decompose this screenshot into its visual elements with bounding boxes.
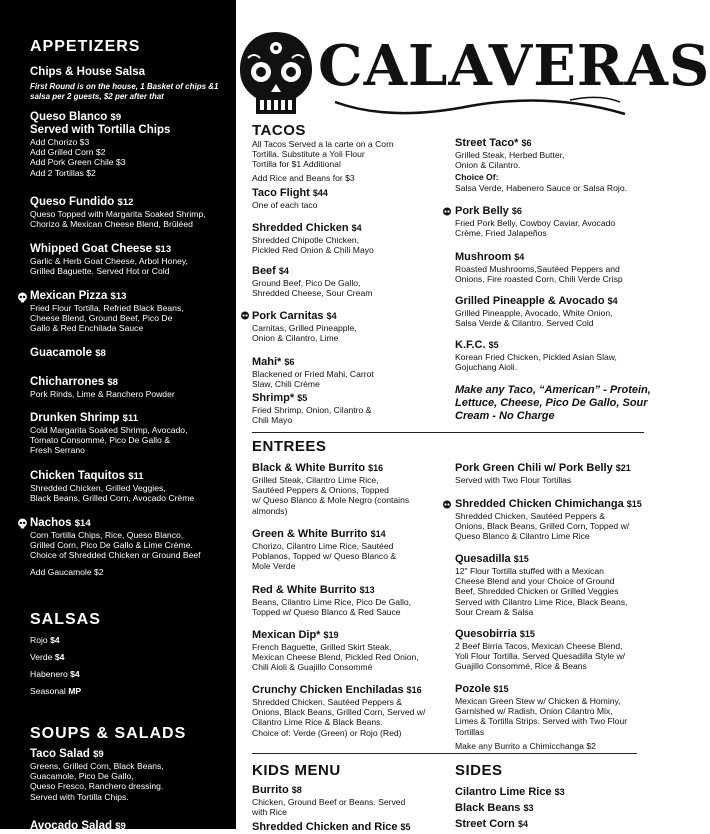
item-desc: Queso Fresco, Ranchero dressing. [30, 781, 164, 792]
menu-item-shrimp-taco [252, 392, 447, 425]
menu-item-green-chili [455, 462, 660, 485]
item-desc: Sautéed Peppers & Onions, Topped [252, 485, 389, 496]
item-desc: Served with Cilantro Lime Rice, Black Beans, [455, 596, 628, 607]
item-price: $3 [554, 787, 565, 797]
item-note: First Round is on the house, 1 Basket of chips &1 salsa per 2 guests, $2 per after that [30, 82, 219, 101]
item-price: $9 [110, 112, 122, 123]
item-price: $19 [323, 630, 339, 640]
menu-item-avocado-salad [30, 820, 230, 833]
item-name: Cilantro Lime Rice [455, 786, 552, 798]
tacos-intro [252, 139, 447, 183]
item-name: Crunchy Chicken Enchiladas [252, 684, 404, 696]
menu-item-chimichanga [455, 498, 660, 542]
item-desc: Topped w/ Queso Blanco & Red Sauce [252, 607, 401, 618]
item-desc: Pork Rinds, Lime & Ranchero Powder [30, 389, 175, 399]
item-name: K.F.C. [455, 339, 486, 351]
menu-item-chips [30, 66, 230, 101]
sides-list [455, 784, 655, 832]
item-desc: Grilled Pineapple, Avocado, White Onion, [455, 308, 613, 318]
item-desc: Grilled Corn, Pico De Gallo & Lime Crème. [30, 540, 193, 551]
item-price: $15 [519, 629, 535, 639]
item-desc: Guacamole, Pico De Gallo, [30, 771, 134, 782]
item-name: Burrito [252, 784, 289, 796]
menu-item-shredded-chicken-taco [252, 222, 447, 255]
menu-item-gw-burrito [252, 528, 452, 572]
item-price: $14 [370, 529, 386, 539]
item-price: $15 [493, 684, 509, 694]
item-name: Chicharrones [30, 376, 105, 388]
menu-item-enchiladas [252, 684, 452, 738]
menu-item-pineapple-avocado [455, 295, 655, 328]
item-price: $4 [326, 311, 337, 321]
salsa-price: $4 [50, 635, 60, 645]
kids-title: KIDS MENU [252, 762, 341, 779]
menu-item-kfc [455, 339, 655, 372]
side-item [455, 784, 655, 800]
menu-item-quesobirria [455, 628, 660, 672]
item-desc: Garlic & Herb Goat Cheese, Arbol Honey, [30, 256, 188, 266]
item-price: $5 [297, 393, 308, 403]
item-desc: Limes & Tortilla Strips. Served with Two Flour [455, 716, 628, 727]
item-desc: Guajillo Consommé, Rice & Beans [455, 661, 587, 672]
item-desc: Garnished w/ Radish, Onion Cilantro Mix, [455, 706, 613, 717]
item-name: Nachos [30, 517, 72, 529]
item-desc: Add Chorizo $3 [30, 137, 90, 147]
item-desc: Chili Mayo [252, 415, 293, 426]
item-desc: Blackened or Fried Mahi, Carrot [252, 369, 374, 379]
item-name: Chips & House Salsa [30, 66, 146, 78]
item-desc: Poblanos, Topped w/ Queso Blanco & [252, 551, 397, 562]
item-price: $8 [95, 348, 106, 359]
item-desc: Ground Beef, Pico De Gallo, [252, 278, 361, 288]
item-desc: Yoli Flour Tortilla. Served Quesadilla Style w/ [455, 651, 626, 662]
item-desc: Tomato Consommé, Pico De Gallo & [30, 435, 170, 446]
item-desc: Mole Verde [252, 561, 296, 572]
soups-title: SOUPS & SALADS [30, 725, 187, 742]
item-desc: Crème, Fried Jalapeños [455, 228, 547, 239]
item-desc: Greens, Grilled Corn, Black Beans, [30, 761, 164, 771]
item-name: Chicken Taquitos [30, 470, 125, 482]
item-price: $15 [626, 499, 642, 509]
entrees-title: ENTREES [252, 438, 327, 455]
item-price: $6 [511, 206, 522, 216]
item-price: $9 [93, 749, 104, 760]
menu-item-bw-burrito [252, 462, 452, 516]
item-price: $4 [278, 266, 289, 276]
menu-item-guacamole [30, 347, 230, 360]
item-name: Red & White Burrito [252, 584, 357, 596]
item-name: Guacamole [30, 347, 92, 359]
item-desc: almonds) [252, 505, 288, 516]
item-desc: 2 Beef Birria Tacos, Mexican Cheese Blend, [455, 641, 623, 651]
salsa-item [30, 649, 230, 666]
item-name: Quesobirria [455, 628, 517, 640]
salsa-list [30, 632, 230, 700]
salsa-name: Rojo [30, 635, 48, 645]
chimichanga-note [455, 741, 660, 751]
item-desc: Served with Two Flour Tortillas [455, 475, 572, 485]
item-price: $12 [117, 197, 134, 208]
item-desc: Tortillas [455, 726, 485, 737]
item-name: Quesadilla [455, 553, 511, 565]
menu-item-pork-belly [455, 205, 655, 238]
item-desc: Mexican Green Stew w/ Chicken & Hominy, [455, 696, 621, 706]
choice-options: Salsa Verde, Habenero Sauce or Salsa Rojo. [455, 182, 627, 193]
menu-item-goat-cheese [30, 243, 230, 276]
menu-item-queso-fundido [30, 196, 230, 229]
item-name: Pork Green Chili w/ Pork Belly [455, 462, 613, 474]
menu-item-taco-flight [252, 187, 447, 210]
item-name: Mexican Pizza [30, 290, 108, 302]
item-desc: Shredded Cheese, Sour Cream [252, 288, 373, 299]
item-desc: Gojuchang Aioli. [455, 362, 518, 373]
menu-item-kids-burrito [252, 784, 452, 817]
item-name: Shredded Chicken Chimichanga [455, 498, 624, 510]
item-price: $21 [615, 463, 631, 473]
item-name: Beef [252, 265, 276, 277]
item-price: $4 [351, 223, 362, 233]
section-divider [252, 753, 637, 754]
item-price: $6 [284, 357, 295, 367]
menu-item-pozole [455, 683, 660, 737]
menu-item-beef-taco [252, 265, 447, 298]
item-desc: Grilled Steak, Cilantro Lime Rice, [252, 475, 379, 485]
intro-line: Tortilla for $1 Additional [252, 159, 341, 170]
menu-item-mexican-dip [252, 629, 452, 673]
note-line: Make any Burrito a Chimicchanga $2 [455, 741, 596, 751]
item-desc: Onions, Fire roasted Corn, Chili Verde Crisp [455, 274, 623, 285]
item-name: Mexican Dip* [252, 629, 321, 641]
salsas-title: SALSAS [30, 611, 101, 628]
menu-item-taco-salad [30, 748, 230, 802]
menu-item-pork-carnitas [252, 310, 447, 343]
menu-item-mexican-pizza [30, 290, 230, 334]
item-name: Shredded Chicken and Rice [252, 821, 398, 833]
item-price: $4 [517, 819, 528, 829]
item-price: $13 [110, 291, 127, 302]
item-price: $4 [514, 252, 525, 262]
item-price: $16 [368, 463, 384, 473]
skull-icon [442, 207, 452, 217]
salsa-item [30, 666, 230, 683]
item-desc: Shredded Chipotle Chicken, [252, 235, 360, 245]
sugar-skull-logo-icon [236, 28, 316, 124]
item-desc: Cilantro Lime Rice & Black Beans. [252, 717, 383, 728]
salsa-name: Seasonal [30, 686, 66, 696]
menu-item-queso-blanco [30, 111, 230, 178]
item-name: Shredded Chicken [252, 222, 349, 234]
menu-item-drunken-shrimp [30, 412, 230, 456]
menu-item-taquitos [30, 470, 230, 503]
item-desc: Black Beans, Grilled Corn, Avocado Crème [30, 493, 195, 504]
item-desc: Chorizo & Mexican Cheese Blend, Brûléed [30, 219, 193, 230]
item-name: Mushroom [455, 251, 512, 263]
salsa-name: Habenero [30, 669, 68, 679]
item-price: $8 [291, 785, 302, 795]
skull-icon [442, 500, 452, 510]
item-desc: Fried Pork Belly, Cowboy Caviar, Avocado [455, 218, 616, 228]
item-price: $5 [400, 822, 411, 832]
item-desc: One of each taco [252, 200, 318, 210]
item-price: $16 [406, 685, 422, 695]
item-name: Mahi* [252, 356, 282, 368]
menu-item-rw-burrito [252, 584, 452, 617]
item-desc: Salsa Verde & Cilantro. Served Cold [455, 318, 594, 329]
item-desc: Cheese Blend and your Choice of Ground [455, 576, 615, 587]
item-addon: Add Gaucamole $2 [30, 566, 104, 577]
item-name: Black Beans [455, 802, 521, 814]
item-price: $14 [74, 518, 91, 529]
item-name: Shrimp* [252, 392, 295, 404]
menu-item-street-taco [455, 137, 655, 193]
intro-line: All Tacos Served a la carte on a Corn [252, 139, 394, 149]
item-desc: Fresh Serrano [30, 445, 85, 456]
item-desc: Sour Cream & Salsa [455, 606, 534, 617]
item-desc: Queso Blanco & Cilantro Lime Rice [455, 531, 590, 542]
item-desc: Shredded Chicken, Sautéed Peppers & [252, 697, 403, 707]
flourish-ornament-icon [330, 92, 630, 122]
item-price: $44 [312, 188, 328, 198]
left-column [0, 0, 236, 832]
side-item [455, 816, 655, 832]
side-item [455, 800, 655, 816]
item-desc: Slaw, Chili Crème [252, 379, 320, 390]
item-desc: Korean Fried Chicken, Pickled Asian Slaw, [455, 352, 617, 362]
tacos-title: TACOS [252, 122, 306, 139]
salsa-price: $4 [70, 669, 80, 679]
item-desc: Fried Shrimp, Onion, Cilantro & [252, 405, 372, 415]
item-name: Whipped Goat Cheese [30, 243, 153, 255]
item-name: Street Taco* [455, 137, 519, 149]
item-desc: Shredded Chicken, Grilled Veggies, [30, 483, 166, 493]
item-desc: Chorizo, Cilantro Lime Rice, Sautéed [252, 541, 394, 551]
item-name: Drunken Shrimp [30, 412, 120, 424]
item-price: $4 [607, 296, 618, 306]
item-price: $11 [128, 471, 144, 482]
item-desc: Onions, Black Beans, Grilled Corn, Topped w/ [455, 521, 630, 532]
item-desc: Carnitas, Grilled Pineapple, [252, 323, 357, 333]
item-desc: Onions, Black Beans, Grilled Corn, Served w/ [252, 707, 426, 718]
american-taco-note [455, 384, 660, 423]
item-desc: Grilled Steak, Herbed Butter, [455, 150, 565, 160]
item-desc: Onion & Cilantro, Lime [252, 333, 339, 344]
salsa-price: $4 [54, 652, 65, 662]
item-name: Grilled Pineapple & Avocado [455, 295, 605, 307]
skull-icon [17, 292, 28, 303]
item-desc: French Baguette, Grilled Skirt Steak, [252, 642, 392, 652]
sides-title: SIDES [455, 762, 503, 779]
item-desc: Cheese Blend, Ground Beef, Pico De [30, 313, 173, 324]
item-price: $3 [523, 803, 534, 813]
item-desc: Roasted Mushrooms,Sautéed Peppers and [455, 264, 620, 274]
item-name: Pozole [455, 683, 491, 695]
item-desc: Fried Flour Tortilla, Refried Black Beans, [30, 303, 184, 313]
item-desc: Onion & Cilantro. [455, 160, 521, 171]
note-line: Make any Taco, “American” - Protein, [455, 384, 651, 396]
item-desc: Beef, Shredded Chicken or Grilled Veggies [455, 586, 619, 597]
note-line: Cream - No Charge [455, 410, 555, 422]
item-name: Avocado Salad [30, 820, 113, 832]
item-desc: Add Grilled Corn $2 [30, 147, 106, 158]
salsa-item [30, 632, 230, 649]
item-name: Green & White Burrito [252, 528, 368, 540]
item-desc: Add Pork Green Chile $3 [30, 157, 126, 168]
item-subtitle: Served with Tortilla Chips [30, 124, 171, 136]
item-desc: Gallo & Red Enchilada Sauce [30, 323, 144, 334]
item-name: Black & White Burrito [252, 462, 366, 474]
item-desc: Chicken, Ground Beef or Beans. Served [252, 797, 406, 807]
item-desc: Grilled Baguette. Served Hot or Cold [30, 266, 170, 277]
item-desc: Add 2 Tortillas $2 [30, 167, 96, 178]
salsa-item [30, 683, 230, 700]
choice-label: Choice Of: [455, 172, 499, 183]
menu-item-mahi-taco [252, 356, 447, 389]
note-line: Lettuce, Cheese, Pico De Gallo, Sour [455, 397, 648, 409]
item-desc: Corn Tortilla Chips, Rice, Queso Blanco, [30, 530, 184, 540]
item-price: $5 [488, 340, 499, 350]
salsa-price: MP [68, 686, 82, 696]
skull-icon [240, 311, 250, 321]
item-name: Pork Belly [455, 205, 509, 217]
item-name: Queso Blanco [30, 111, 108, 123]
menu-item-chicharrones [30, 376, 230, 399]
item-desc: Served with Tortilla Chips. [30, 791, 129, 802]
item-price: $8 [107, 377, 118, 388]
section-divider [252, 432, 644, 433]
item-desc: Shredded Chicken, Sautéed Peppers & [455, 511, 606, 521]
item-name: Street Corn [455, 818, 515, 830]
intro-line: Tortilla. Substitute a Yoli Flour [252, 149, 365, 160]
item-desc: Chili Aioli & Guajillo Consommé [252, 662, 373, 673]
add-rice-line: Add Rice and Beans for $3 [252, 172, 355, 183]
item-price: $15 [513, 554, 529, 564]
menu-item-mushroom [455, 251, 655, 284]
item-price: $13 [359, 585, 375, 595]
item-name: Pork Carnitas [252, 310, 324, 322]
menu-item-kids-rice [252, 821, 452, 834]
item-name: Taco Flight [252, 187, 310, 199]
item-price: $6 [521, 138, 532, 148]
item-desc: Mexican Cheese Blend, Pickled Red Onion, [252, 652, 419, 663]
item-desc: Choice of Shredded Chicken or Ground Beef [30, 550, 201, 561]
brand-title: CALAVERAS [318, 33, 710, 99]
salsa-name: Verde [30, 652, 53, 662]
menu-item-nachos [30, 517, 230, 577]
item-desc: Beans, Cilantro Lime Rice, Pico De Gallo, [252, 597, 412, 607]
item-name: Taco Salad [30, 748, 90, 760]
item-desc: Pickled Red Onion & Chili Mayo [252, 245, 374, 256]
item-price: $11 [122, 413, 138, 424]
item-desc: Cold Margarita Soaked Shrimp, Avocado, [30, 425, 188, 435]
item-price: $9 [115, 821, 126, 832]
item-desc: 12" Flour Tortilla stuffed with a Mexican [455, 566, 604, 576]
item-choice: Choice of: Verde (Green) or Rojo (Red) [252, 727, 402, 738]
item-desc: w/ Queso Blanco & Mole Negro (contains [252, 495, 410, 506]
item-desc: with Rice [252, 807, 287, 818]
skull-icon [17, 518, 28, 529]
item-name: Queso Fundido [30, 196, 115, 208]
menu-item-quesadilla [455, 553, 660, 617]
appetizers-title: APPETIZERS [30, 38, 141, 55]
item-desc: Queso Topped with Margarita Soaked Shrimp, [30, 209, 206, 219]
item-price: $13 [155, 244, 172, 255]
